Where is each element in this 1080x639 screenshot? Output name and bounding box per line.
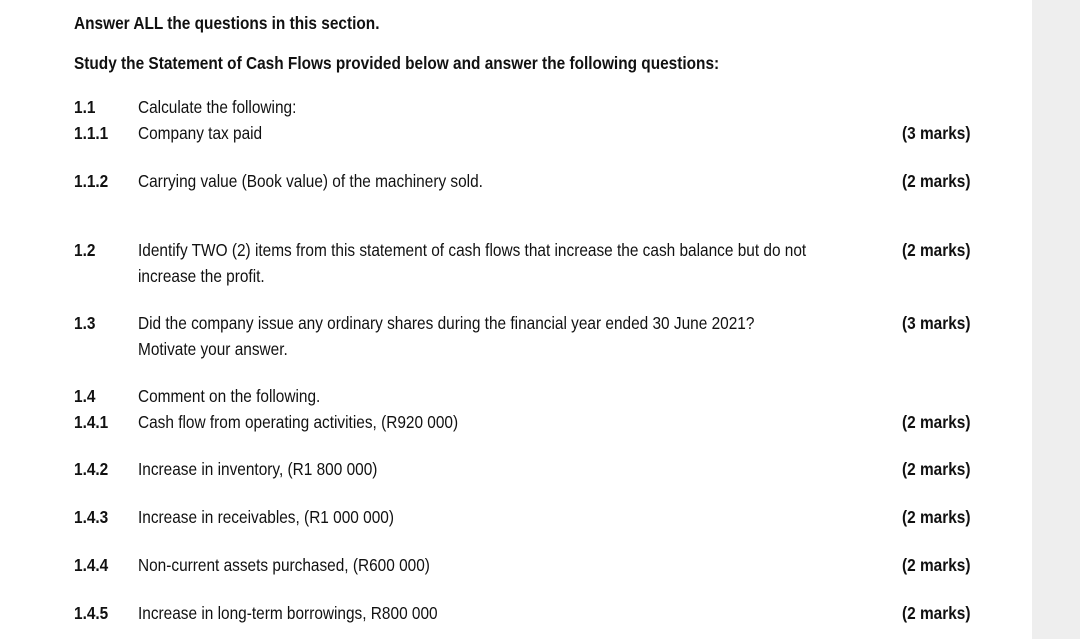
marks-label: (2 marks)	[902, 171, 971, 191]
marks-label: (3 marks)	[902, 313, 971, 333]
question-text: Increase in receivables, (R1 000 000)	[138, 507, 394, 527]
marks-label: (2 marks)	[902, 603, 971, 623]
question-text: Did the company issue any ordinary shares during the financial year ended 30 June 2021?	[138, 313, 755, 333]
question-number: 1.4.4	[74, 555, 109, 575]
question-number: 1.4.3	[74, 507, 109, 527]
question-text: Identify TWO (2) items from this statement of cash flows that increase the cash balance but do not	[138, 240, 807, 260]
marks-label: (2 marks)	[902, 412, 971, 432]
marks-label: (3 marks)	[902, 123, 971, 143]
question-number: 1.3	[74, 313, 96, 333]
question-number: 1.2	[74, 240, 96, 260]
question-number: 1.4.1	[74, 412, 109, 432]
question-number: 1.4	[74, 386, 96, 406]
instruction-text: Study the Statement of Cash Flows provided below and answer the following questions:	[74, 53, 720, 73]
question-text: Comment on the following.	[138, 386, 321, 406]
marks-label: (2 marks)	[902, 555, 971, 575]
marks-label: (2 marks)	[902, 507, 971, 527]
question-number: 1.1.1	[74, 123, 109, 143]
question-text: Calculate the following:	[138, 97, 297, 117]
question-number: 1.1	[74, 97, 96, 117]
marks-label: (2 marks)	[902, 240, 971, 260]
question-text-continued: increase the profit.	[138, 266, 265, 286]
question-number: 1.4.2	[74, 459, 109, 479]
section-heading: Answer ALL the questions in this section.	[74, 13, 380, 33]
question-number: 1.1.2	[74, 171, 109, 191]
question-text: Cash flow from operating activities, (R920 000)	[138, 412, 459, 432]
question-text: Company tax paid	[138, 123, 263, 143]
question-text: Increase in inventory, (R1 800 000)	[138, 459, 378, 479]
question-text: Increase in long-term borrowings, R800 000	[138, 603, 438, 623]
question-number: 1.4.5	[74, 603, 109, 623]
question-text-continued: Motivate your answer.	[138, 339, 288, 359]
question-text: Non-current assets purchased, (R600 000)	[138, 555, 430, 575]
question-text: Carrying value (Book value) of the machinery sold.	[138, 171, 483, 191]
marks-label: (2 marks)	[902, 459, 971, 479]
